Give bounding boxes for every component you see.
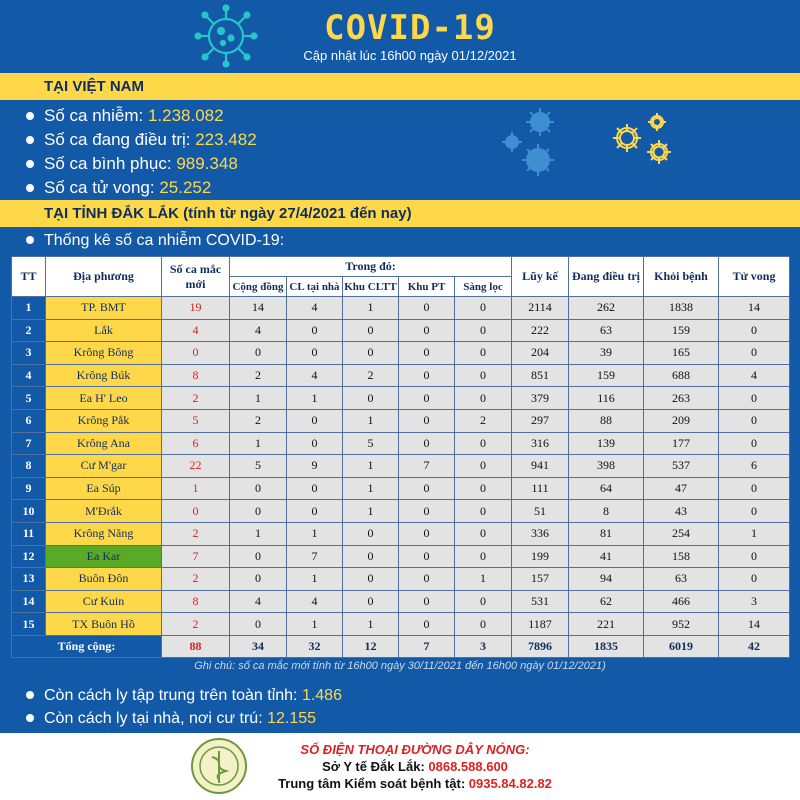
- deaths-cases: 0: [719, 545, 790, 568]
- cl-home-cases: 0: [287, 500, 343, 523]
- header-tt: TT: [12, 257, 46, 297]
- deaths-cases: 0: [719, 342, 790, 365]
- community-cases: 4: [230, 319, 287, 342]
- community-cases: 4: [230, 590, 287, 613]
- new-cases: 2: [162, 522, 230, 545]
- khu-cltt-cases: 1: [343, 500, 399, 523]
- deaths-cases: 4: [719, 364, 790, 387]
- table-row: [12, 342, 790, 365]
- hotline-footer: [0, 733, 800, 800]
- screening-cases: 0: [455, 477, 512, 500]
- header-cl-home: CL tại nhà: [287, 277, 343, 297]
- deaths-cases: 0: [719, 409, 790, 432]
- treating-cases: 88: [569, 409, 644, 432]
- screening-cases: 0: [455, 545, 512, 568]
- total-label: Tổng cộng:: [12, 635, 162, 657]
- khu-cltt-cases: 0: [343, 522, 399, 545]
- hotline-title: SỐ ĐIỆN THOẠI ĐƯỜNG DÂY NÓNG:: [300, 742, 530, 757]
- cl-home-cases: 4: [287, 297, 343, 320]
- cumulative-cases: 204: [512, 342, 569, 365]
- deaths-cases: 0: [719, 477, 790, 500]
- khu-pt-cases: 0: [399, 387, 455, 410]
- table-row: [12, 500, 790, 523]
- deaths-cases: 14: [719, 613, 790, 636]
- total-deaths: 42: [719, 635, 790, 657]
- stat-label: Số ca nhiễm:: [44, 106, 148, 125]
- treating-cases: 81: [569, 522, 644, 545]
- table-body: [12, 297, 790, 636]
- row-number: 14: [12, 590, 46, 613]
- khu-pt-cases: 0: [399, 545, 455, 568]
- hotline-text: [255, 741, 575, 792]
- table-row: [12, 613, 790, 636]
- row-number: 4: [12, 364, 46, 387]
- cumulative-cases: 111: [512, 477, 569, 500]
- stat-value: 989.348: [176, 154, 238, 173]
- location-name: Ea Súp: [46, 477, 162, 500]
- stat-treating: [26, 128, 426, 152]
- deaths-cases: 0: [719, 387, 790, 410]
- new-cases: 2: [162, 613, 230, 636]
- table-intro: [26, 230, 284, 252]
- total-screening: 3: [455, 635, 512, 657]
- recovered-cases: 47: [644, 477, 719, 500]
- screening-cases: 0: [455, 613, 512, 636]
- location-name: TX Buôn Hồ: [46, 613, 162, 636]
- cumulative-cases: 316: [512, 432, 569, 455]
- update-timestamp: Cập nhật lúc 16h00 ngày 01/12/2021: [303, 48, 517, 63]
- quarantine-label: Còn cách ly tập trung trên toàn tỉnh:: [44, 687, 302, 704]
- vietnam-section-heading: TẠI VIỆT NAM: [0, 73, 800, 100]
- hotline-label: Trung tâm Kiểm soát bệnh tật:: [278, 776, 469, 791]
- header-khu-cltt: Khu CLTT: [343, 277, 399, 297]
- header-community: Cộng đồng: [230, 277, 287, 297]
- screening-cases: 2: [455, 409, 512, 432]
- khu-pt-cases: 0: [399, 568, 455, 591]
- header-breakdown-group: Trong đó:: [230, 257, 512, 277]
- screening-cases: 0: [455, 500, 512, 523]
- screening-cases: 0: [455, 319, 512, 342]
- virus-cluster-icon: [605, 108, 685, 178]
- treating-cases: 221: [569, 613, 644, 636]
- screening-cases: 0: [455, 297, 512, 320]
- community-cases: 1: [230, 432, 287, 455]
- screening-cases: 0: [455, 455, 512, 478]
- khu-pt-cases: 0: [399, 342, 455, 365]
- cl-home-cases: 1: [287, 522, 343, 545]
- treating-cases: 64: [569, 477, 644, 500]
- deaths-cases: 0: [719, 500, 790, 523]
- total-cumulative: 7896: [512, 635, 569, 657]
- cumulative-cases: 157: [512, 568, 569, 591]
- khu-cltt-cases: 5: [343, 432, 399, 455]
- recovered-cases: 688: [644, 364, 719, 387]
- hotline-line-2: [255, 775, 575, 792]
- location-name: Krông Năng: [46, 522, 162, 545]
- stat-recovered: [26, 152, 426, 176]
- cumulative-cases: 51: [512, 500, 569, 523]
- community-cases: 2: [230, 364, 287, 387]
- recovered-cases: 1838: [644, 297, 719, 320]
- screening-cases: 0: [455, 387, 512, 410]
- cumulative-cases: 1187: [512, 613, 569, 636]
- daklak-section-heading: TẠI TỈNH ĐẮK LẮK (tính từ ngày 27/4/2021 đến nay): [0, 200, 800, 227]
- recovered-cases: 177: [644, 432, 719, 455]
- bullet-icon: [26, 714, 34, 722]
- deaths-cases: 1: [719, 522, 790, 545]
- cl-home-cases: 4: [287, 590, 343, 613]
- khu-pt-cases: 0: [399, 364, 455, 387]
- new-cases: 2: [162, 568, 230, 591]
- quarantine-list: [26, 684, 526, 730]
- recovered-cases: 263: [644, 387, 719, 410]
- community-cases: 14: [230, 297, 287, 320]
- stat-label: Số ca đang điều trị:: [44, 130, 196, 149]
- row-number: 12: [12, 545, 46, 568]
- cl-home-cases: 4: [287, 364, 343, 387]
- community-cases: 0: [230, 613, 287, 636]
- recovered-cases: 466: [644, 590, 719, 613]
- khu-pt-cases: 0: [399, 500, 455, 523]
- community-cases: 1: [230, 522, 287, 545]
- cumulative-cases: 2114: [512, 297, 569, 320]
- treating-cases: 159: [569, 364, 644, 387]
- cl-home-cases: 1: [287, 613, 343, 636]
- khu-pt-cases: 0: [399, 432, 455, 455]
- table-row: [12, 297, 790, 320]
- deaths-cases: 0: [719, 319, 790, 342]
- new-cases: 5: [162, 409, 230, 432]
- quarantine-value: 1.486: [301, 687, 342, 704]
- recovered-cases: 254: [644, 522, 719, 545]
- table-row: [12, 455, 790, 478]
- recovered-cases: 537: [644, 455, 719, 478]
- row-number: 2: [12, 319, 46, 342]
- header-recovered: Khỏi bệnh: [644, 257, 719, 297]
- cumulative-cases: 222: [512, 319, 569, 342]
- bullet-icon: [26, 691, 34, 699]
- location-name: M'Đrắk: [46, 500, 162, 523]
- deaths-cases: 0: [719, 432, 790, 455]
- cumulative-cases: 941: [512, 455, 569, 478]
- new-cases: 22: [162, 455, 230, 478]
- new-cases: 2: [162, 387, 230, 410]
- cl-home-cases: 0: [287, 319, 343, 342]
- table-row: [12, 409, 790, 432]
- hotline-number[interactable]: 0935.84.82.82: [468, 776, 552, 791]
- khu-cltt-cases: 0: [343, 342, 399, 365]
- stat-deaths: [26, 176, 426, 200]
- hotline-label: Sở Y tế Đắk Lắk:: [322, 759, 429, 774]
- khu-pt-cases: 0: [399, 522, 455, 545]
- bullet-icon: [26, 236, 34, 244]
- location-name: Krông Bông: [46, 342, 162, 365]
- deaths-cases: 14: [719, 297, 790, 320]
- table-intro-text: Thống kê số ca nhiễm COVID-19:: [44, 232, 285, 249]
- treating-cases: 39: [569, 342, 644, 365]
- treating-cases: 94: [569, 568, 644, 591]
- khu-pt-cases: 0: [399, 297, 455, 320]
- khu-pt-cases: 0: [399, 477, 455, 500]
- khu-pt-cases: 0: [399, 409, 455, 432]
- screening-cases: 0: [455, 342, 512, 365]
- khu-cltt-cases: 1: [343, 455, 399, 478]
- stat-label: Số ca bình phục:: [44, 154, 177, 173]
- location-name: Cư M'gar: [46, 455, 162, 478]
- community-cases: 5: [230, 455, 287, 478]
- virus-logo-icon: [190, 2, 262, 70]
- cl-home-cases: 0: [287, 432, 343, 455]
- khu-cltt-cases: 1: [343, 409, 399, 432]
- header: [0, 0, 800, 72]
- recovered-cases: 43: [644, 500, 719, 523]
- row-number: 8: [12, 455, 46, 478]
- table-row: [12, 432, 790, 455]
- header-treating: Đang điều trị: [569, 257, 644, 297]
- bullet-icon: [26, 112, 34, 120]
- new-cases: 8: [162, 590, 230, 613]
- page-title: COVID-19: [324, 8, 496, 48]
- recovered-cases: 159: [644, 319, 719, 342]
- treating-cases: 116: [569, 387, 644, 410]
- screening-cases: 0: [455, 590, 512, 613]
- treating-cases: 62: [569, 590, 644, 613]
- table-row: [12, 568, 790, 591]
- treating-cases: 139: [569, 432, 644, 455]
- cumulative-cases: 531: [512, 590, 569, 613]
- table-row: [12, 319, 790, 342]
- new-cases: 8: [162, 364, 230, 387]
- bullet-icon: [26, 136, 34, 144]
- header-cumulative: Lũy kế: [512, 257, 569, 297]
- khu-cltt-cases: 1: [343, 613, 399, 636]
- location-name: Krông Búk: [46, 364, 162, 387]
- bullet-icon: [26, 160, 34, 168]
- recovered-cases: 158: [644, 545, 719, 568]
- recovered-cases: 209: [644, 409, 719, 432]
- community-cases: 0: [230, 342, 287, 365]
- row-number: 6: [12, 409, 46, 432]
- row-number: 5: [12, 387, 46, 410]
- cases-table: [11, 256, 790, 658]
- community-cases: 0: [230, 545, 287, 568]
- new-cases: 19: [162, 297, 230, 320]
- table-footer: [12, 635, 790, 657]
- deaths-cases: 0: [719, 568, 790, 591]
- khu-cltt-cases: 0: [343, 590, 399, 613]
- cumulative-cases: 851: [512, 364, 569, 387]
- deaths-cases: 6: [719, 455, 790, 478]
- virus-cluster-icon: [490, 100, 580, 190]
- table-header: [12, 257, 790, 297]
- location-name: TP. BMT: [46, 297, 162, 320]
- total-cl-home: 32: [287, 635, 343, 657]
- new-cases: 0: [162, 500, 230, 523]
- stat-value: 1.238.082: [147, 106, 224, 125]
- header-khu-pt: Khu PT: [399, 277, 455, 297]
- table-row: [12, 387, 790, 410]
- row-number: 10: [12, 500, 46, 523]
- new-cases: 0: [162, 342, 230, 365]
- new-cases: 7: [162, 545, 230, 568]
- treating-cases: 8: [569, 500, 644, 523]
- new-cases: 4: [162, 319, 230, 342]
- recovered-cases: 165: [644, 342, 719, 365]
- screening-cases: 0: [455, 522, 512, 545]
- location-name: Cư Kuin: [46, 590, 162, 613]
- row-number: 3: [12, 342, 46, 365]
- cl-home-cases: 1: [287, 387, 343, 410]
- khu-cltt-cases: 0: [343, 387, 399, 410]
- total-khu-cltt: 12: [343, 635, 399, 657]
- quarantine-value: 12.155: [267, 710, 317, 727]
- khu-pt-cases: 0: [399, 319, 455, 342]
- khu-cltt-cases: 0: [343, 319, 399, 342]
- stat-infected: [26, 104, 426, 128]
- health-department-seal-icon: [190, 737, 248, 795]
- table-row: [12, 545, 790, 568]
- new-cases: 1: [162, 477, 230, 500]
- cl-home-cases: 0: [287, 409, 343, 432]
- stat-value: 223.482: [195, 130, 257, 149]
- khu-cltt-cases: 0: [343, 545, 399, 568]
- location-name: Buôn Đôn: [46, 568, 162, 591]
- treating-cases: 262: [569, 297, 644, 320]
- community-cases: 2: [230, 409, 287, 432]
- recovered-cases: 63: [644, 568, 719, 591]
- location-name: Krông Ana: [46, 432, 162, 455]
- vietnam-stats-list: [26, 104, 426, 200]
- table-row: [12, 590, 790, 613]
- cl-home-cases: 9: [287, 455, 343, 478]
- total-khu-pt: 7: [399, 635, 455, 657]
- recovered-cases: 952: [644, 613, 719, 636]
- cases-table-wrapper: [11, 256, 789, 658]
- cumulative-cases: 199: [512, 545, 569, 568]
- screening-cases: 1: [455, 568, 512, 591]
- stat-label: Số ca tử vong:: [44, 178, 160, 197]
- location-name: Ea H' Leo: [46, 387, 162, 410]
- header-deaths: Tử vong: [719, 257, 790, 297]
- row-number: 1: [12, 297, 46, 320]
- location-name: Ea Kar: [46, 545, 162, 568]
- treating-cases: 63: [569, 319, 644, 342]
- quarantine-centralized: [26, 684, 526, 707]
- bullet-icon: [26, 184, 34, 192]
- khu-pt-cases: 0: [399, 590, 455, 613]
- row-number: 15: [12, 613, 46, 636]
- cl-home-cases: 1: [287, 568, 343, 591]
- total-recovered: 6019: [644, 635, 719, 657]
- location-name: Lắk: [46, 319, 162, 342]
- khu-cltt-cases: 2: [343, 364, 399, 387]
- cumulative-cases: 336: [512, 522, 569, 545]
- table-row: [12, 522, 790, 545]
- screening-cases: 0: [455, 432, 512, 455]
- cumulative-cases: 379: [512, 387, 569, 410]
- cumulative-cases: 297: [512, 409, 569, 432]
- header-new-cases: Số ca mắc mới: [162, 257, 230, 297]
- table-note: Ghi chú: số ca mắc mới tính từ 16h00 ngày 30/11/2021 đến 16h00 ngày 01/12/2021): [194, 660, 606, 672]
- khu-cltt-cases: 1: [343, 297, 399, 320]
- treating-cases: 41: [569, 545, 644, 568]
- total-row: [12, 635, 790, 657]
- table-row: [12, 477, 790, 500]
- quarantine-label: Còn cách ly tại nhà, nơi cư trú:: [44, 710, 268, 727]
- khu-pt-cases: 7: [399, 455, 455, 478]
- cl-home-cases: 0: [287, 342, 343, 365]
- quarantine-home: [26, 707, 526, 730]
- khu-pt-cases: 0: [399, 613, 455, 636]
- row-number: 7: [12, 432, 46, 455]
- stat-value: 25.252: [159, 178, 212, 197]
- table-row: [12, 364, 790, 387]
- cl-home-cases: 7: [287, 545, 343, 568]
- hotline-number[interactable]: 0868.588.600: [428, 759, 508, 774]
- row-number: 9: [12, 477, 46, 500]
- total-community: 34: [230, 635, 287, 657]
- community-cases: 0: [230, 500, 287, 523]
- treating-cases: 398: [569, 455, 644, 478]
- header-location: Địa phương: [46, 257, 162, 297]
- total-new: 88: [162, 635, 230, 657]
- location-name: Krông Pắk: [46, 409, 162, 432]
- hotline-line-1: [255, 758, 575, 775]
- cl-home-cases: 0: [287, 477, 343, 500]
- khu-cltt-cases: 0: [343, 568, 399, 591]
- total-treating: 1835: [569, 635, 644, 657]
- header-screening: Sàng lọc: [455, 277, 512, 297]
- row-number: 11: [12, 522, 46, 545]
- row-number: 13: [12, 568, 46, 591]
- khu-cltt-cases: 1: [343, 477, 399, 500]
- community-cases: 1: [230, 387, 287, 410]
- new-cases: 6: [162, 432, 230, 455]
- community-cases: 0: [230, 477, 287, 500]
- community-cases: 0: [230, 568, 287, 591]
- screening-cases: 0: [455, 364, 512, 387]
- deaths-cases: 3: [719, 590, 790, 613]
